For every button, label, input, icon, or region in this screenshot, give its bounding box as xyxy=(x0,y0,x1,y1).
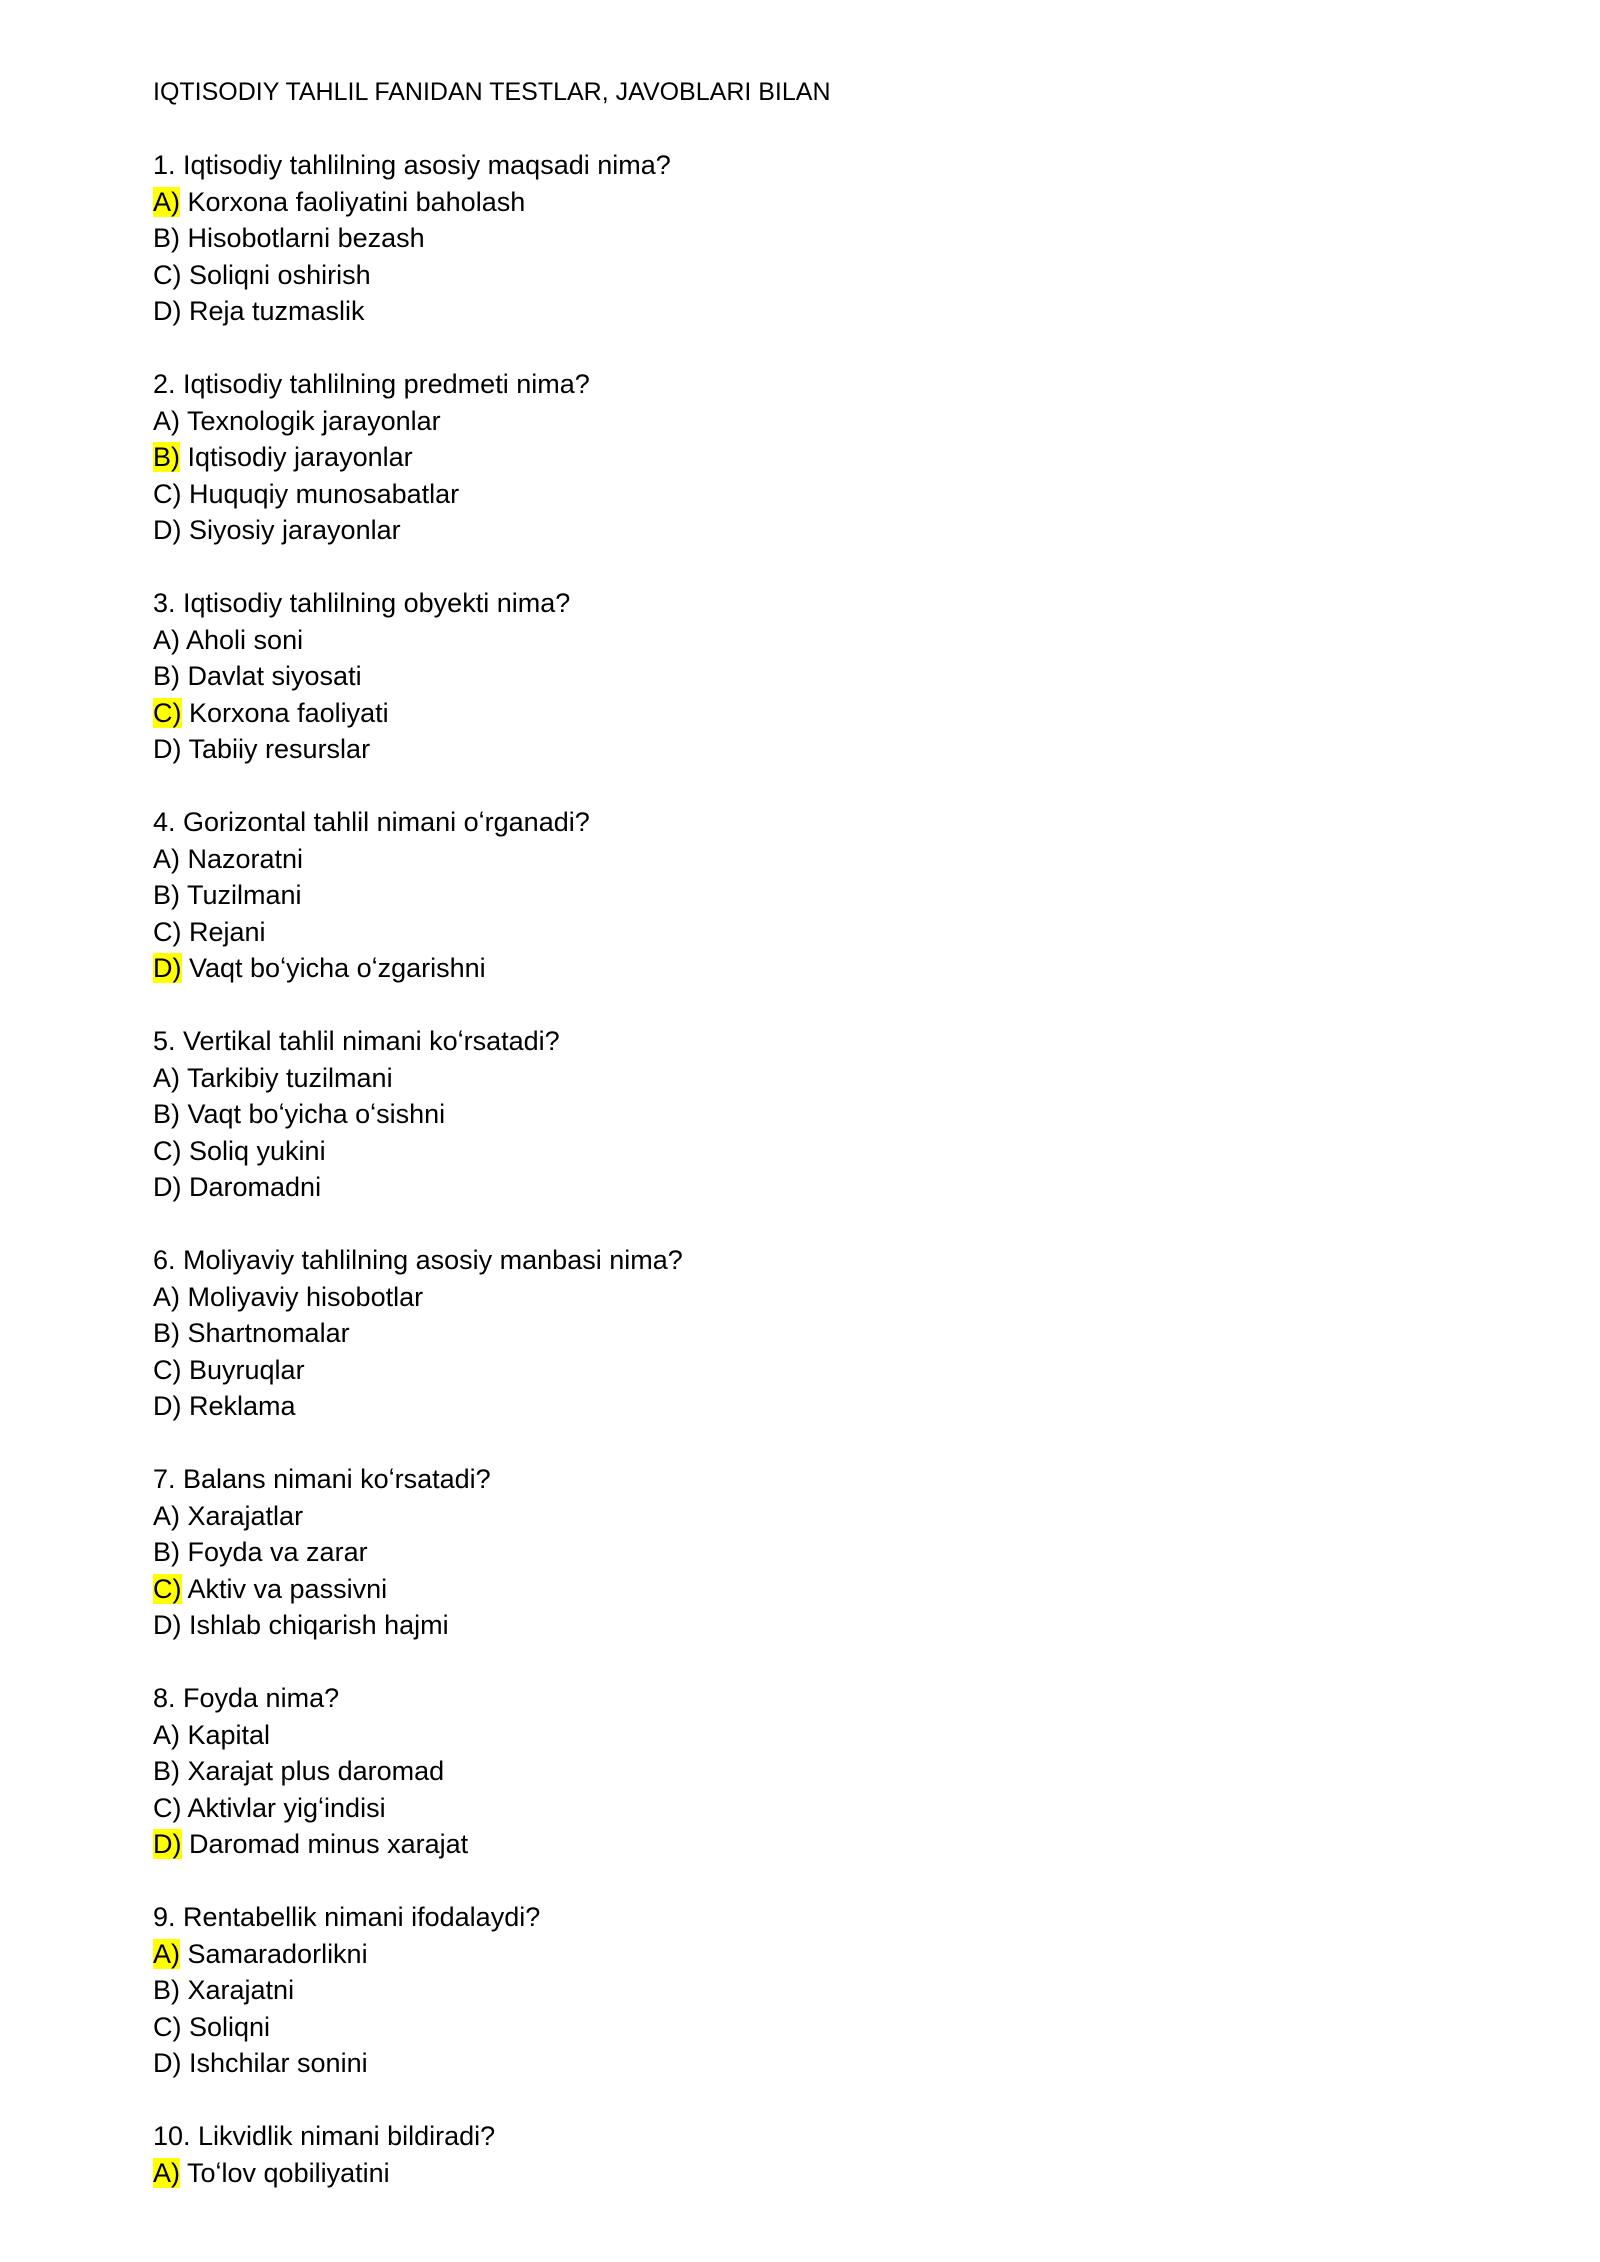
option-letter: B) xyxy=(153,661,180,691)
question-text: 5. Vertikal tahlil nimani koʻrsatadi? xyxy=(153,1026,560,1056)
question-text: 1. Iqtisodiy tahlilning asosiy maqsadi nima? xyxy=(153,150,671,180)
option-letter: B) xyxy=(153,1975,180,2005)
answer-option xyxy=(153,1096,1453,1133)
option-text: Ishlab chiqarish hajmi xyxy=(181,1610,449,1640)
option-text: Xarajat plus daromad xyxy=(180,1756,445,1786)
option-letter: D) xyxy=(153,1172,182,1202)
option-letter: C) xyxy=(153,1354,182,1385)
option-text: Siyosiy jarayonlar xyxy=(181,515,401,545)
option-text: Ishchilar sonini xyxy=(181,2048,368,2078)
answer-option xyxy=(153,841,1453,878)
question-block xyxy=(153,1023,1453,1206)
document-page xyxy=(153,74,1453,2228)
question-block xyxy=(153,1680,1453,1863)
answer-option xyxy=(153,403,1453,440)
answer-option xyxy=(153,1826,1453,1863)
answer-option xyxy=(153,257,1453,294)
option-text: Kapital xyxy=(180,1719,271,1750)
answer-option xyxy=(153,877,1453,914)
option-text: Soliqni xyxy=(181,2011,271,2042)
document-title: IQTISODIY TAHLIL FANIDAN TESTLAR, JAVOBLARI BILAN xyxy=(153,78,831,106)
correct-answer-letter: B) xyxy=(153,442,180,472)
option-letter: B) xyxy=(153,1318,180,1348)
answer-option xyxy=(153,658,1453,695)
question-block xyxy=(153,804,1453,987)
correct-answer-letter: D) xyxy=(153,953,182,983)
option-text: Davlat siyosati xyxy=(180,661,362,691)
answer-option xyxy=(153,622,1453,659)
option-letter: A) xyxy=(153,1500,180,1531)
option-text: Aktiv va passivni xyxy=(181,1573,388,1604)
option-letter: C) xyxy=(153,2011,182,2042)
answer-option xyxy=(153,1352,1453,1389)
answer-option xyxy=(153,1169,1453,1206)
option-text: Aktivlar yigʻindisi xyxy=(181,1792,386,1823)
option-letter: B) xyxy=(153,223,180,253)
answer-option xyxy=(153,1060,1453,1097)
option-text: Texnologik jarayonlar xyxy=(180,405,441,436)
question-block xyxy=(153,1242,1453,1425)
answer-option xyxy=(153,1717,1453,1754)
answer-option xyxy=(153,439,1453,476)
question-text: 3. Iqtisodiy tahlilning obyekti nima? xyxy=(153,588,571,618)
option-text: Vaqt boʻyicha oʻsishni xyxy=(180,1099,446,1129)
correct-answer-letter: A) xyxy=(153,186,180,217)
option-letter: B) xyxy=(153,1099,180,1129)
option-letter: B) xyxy=(153,880,180,910)
correct-answer-letter: C) xyxy=(153,697,182,728)
option-text: Toʻlov qobiliyatini xyxy=(180,2157,390,2188)
correct-answer-letter: C) xyxy=(153,1573,182,1604)
option-letter: A) xyxy=(153,1719,180,1750)
option-text: Korxona faoliyatini baholash xyxy=(180,186,526,217)
option-letter: A) xyxy=(153,1062,180,1093)
correct-answer-letter: A) xyxy=(153,1938,180,1969)
option-text: Moliyaviy hisobotlar xyxy=(180,1281,424,1312)
option-letter: C) xyxy=(153,1135,182,1166)
question-text: 9. Rentabellik nimani ifodalaydi? xyxy=(153,1902,541,1932)
option-text: Samaradorlikni xyxy=(180,1938,368,1969)
option-text: Hisobotlarni bezash xyxy=(180,223,425,253)
option-letter: D) xyxy=(153,1391,182,1421)
answer-option xyxy=(153,1571,1453,1608)
option-letter: A) xyxy=(153,405,180,436)
answer-option xyxy=(153,293,1453,330)
option-text: Tuzilmani xyxy=(180,880,302,910)
option-letter: D) xyxy=(153,515,182,545)
option-text: Xarajatlar xyxy=(180,1500,304,1531)
answer-option xyxy=(153,1753,1453,1790)
option-text: Daromad minus xarajat xyxy=(181,1829,469,1859)
option-text: Foyda va zarar xyxy=(180,1537,368,1567)
answer-option xyxy=(153,1315,1453,1352)
option-text: Vaqt boʻyicha oʻzgarishni xyxy=(181,953,486,983)
answer-option xyxy=(153,1534,1453,1571)
answer-option xyxy=(153,2045,1453,2082)
option-text: Aholi soni xyxy=(180,624,304,655)
answer-option xyxy=(153,512,1453,549)
question-text: 2. Iqtisodiy tahlilning predmeti nima? xyxy=(153,369,590,399)
answer-option xyxy=(153,731,1453,768)
correct-answer-letter: D) xyxy=(153,1829,182,1859)
option-letter: C) xyxy=(153,478,182,509)
question-text: 6. Moliyaviy tahlilning asosiy manbasi nima? xyxy=(153,1245,683,1275)
option-letter: C) xyxy=(153,1792,182,1823)
question-block xyxy=(153,147,1453,330)
option-letter: D) xyxy=(153,2048,182,2078)
option-letter: A) xyxy=(153,1281,180,1312)
option-letter: D) xyxy=(153,296,182,326)
answer-option xyxy=(153,184,1453,221)
question-block xyxy=(153,1899,1453,2082)
question-text: 10. Likvidlik nimani bildiradi? xyxy=(153,2121,496,2151)
option-letter: B) xyxy=(153,1756,180,1786)
option-text: Reja tuzmaslik xyxy=(181,296,365,326)
question-text: 8. Foyda nima? xyxy=(153,1683,340,1713)
answer-option xyxy=(153,1388,1453,1425)
answer-option xyxy=(153,476,1453,513)
option-text: Korxona faoliyati xyxy=(181,697,389,728)
option-text: Buyruqlar xyxy=(181,1354,305,1385)
option-text: Reklama xyxy=(181,1391,296,1421)
question-block xyxy=(153,2118,1453,2191)
answer-option xyxy=(153,1607,1453,1644)
answer-option xyxy=(153,2009,1453,2046)
answer-option xyxy=(153,695,1453,732)
answer-option xyxy=(153,1279,1453,1316)
option-letter: D) xyxy=(153,734,182,764)
question-block xyxy=(153,1461,1453,1644)
answer-option xyxy=(153,914,1453,951)
option-letter: A) xyxy=(153,624,180,655)
option-text: Iqtisodiy jarayonlar xyxy=(180,442,413,472)
option-text: Huquqiy munosabatlar xyxy=(181,478,460,509)
answer-option xyxy=(153,220,1453,257)
question-block xyxy=(153,585,1453,768)
question-text: 4. Gorizontal tahlil nimani oʻrganadi? xyxy=(153,807,590,837)
question-block xyxy=(153,366,1453,549)
option-text: Xarajatni xyxy=(180,1975,295,2005)
option-text: Shartnomalar xyxy=(180,1318,350,1348)
answer-option xyxy=(153,950,1453,987)
option-text: Tarkibiy tuzilmani xyxy=(180,1062,393,1093)
question-list xyxy=(153,147,1453,2191)
answer-option xyxy=(153,1133,1453,1170)
correct-answer-letter: A) xyxy=(153,2157,180,2188)
answer-option xyxy=(153,1972,1453,2009)
question-text: 7. Balans nimani koʻrsatadi? xyxy=(153,1464,491,1494)
option-letter: A) xyxy=(153,843,180,874)
option-text: Rejani xyxy=(181,916,266,947)
option-text: Nazoratni xyxy=(180,843,304,874)
answer-option xyxy=(153,1498,1453,1535)
option-letter: D) xyxy=(153,1610,182,1640)
answer-option xyxy=(153,1790,1453,1827)
option-text: Soliq yukini xyxy=(181,1135,326,1166)
answer-option xyxy=(153,2155,1453,2192)
option-text: Soliqni oshirish xyxy=(181,259,371,290)
answer-option xyxy=(153,1936,1453,1973)
option-letter: C) xyxy=(153,916,182,947)
option-text: Tabiiy resurslar xyxy=(181,734,371,764)
option-letter: B) xyxy=(153,1537,180,1567)
option-text: Daromadni xyxy=(181,1172,322,1202)
option-letter: C) xyxy=(153,259,182,290)
